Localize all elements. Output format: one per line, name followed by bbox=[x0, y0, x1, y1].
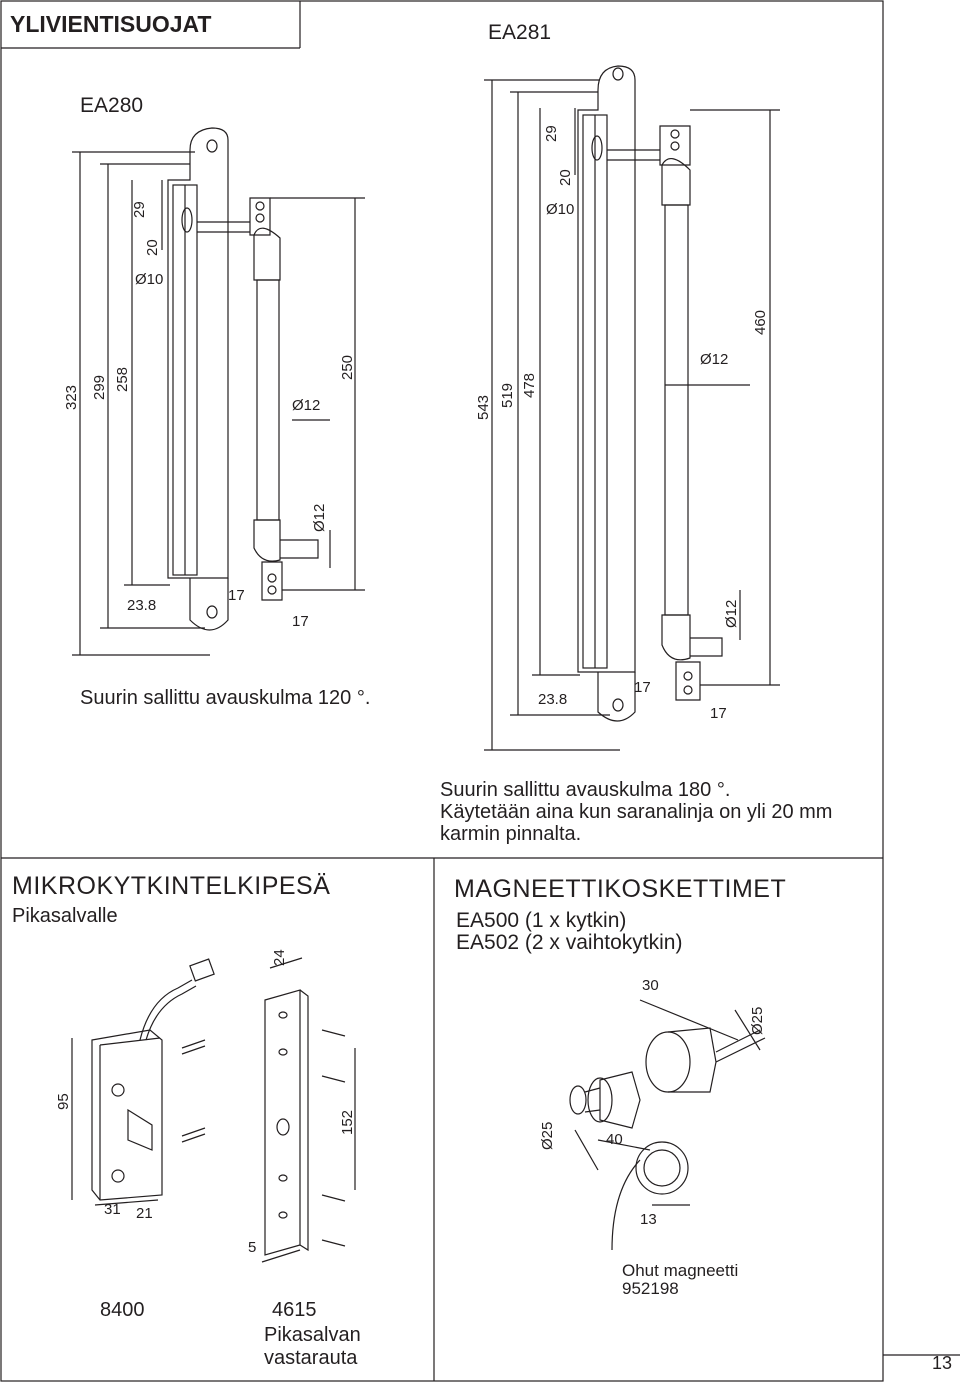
microswitch-subtitle: Pikasalvalle bbox=[12, 905, 118, 927]
ea280-dim-323: 323 bbox=[63, 384, 80, 410]
ea280-dim-258: 258 bbox=[114, 366, 131, 392]
ea281-dim-519: 519 bbox=[499, 382, 516, 408]
ea280-dim-d12-bottom: Ø12 bbox=[311, 503, 328, 532]
magnet-dim-13: 13 bbox=[640, 1211, 657, 1228]
ea281-dim-17-b: 17 bbox=[710, 705, 727, 722]
thin-magnet-label: Ohut magneetti bbox=[622, 1261, 739, 1280]
ea281-dim-23-8: 23.8 bbox=[538, 691, 568, 708]
page-title: YLIVIENTISUOJAT bbox=[10, 11, 212, 37]
magnet-title: MAGNEETTIKOSKETTIMET bbox=[454, 875, 787, 903]
ea281-dim-d10: Ø10 bbox=[546, 201, 575, 218]
magnet-dim-d25-b: Ø25 bbox=[539, 1121, 556, 1150]
magnet-ea502: EA502 (2 x vaihtokytkin) bbox=[456, 931, 683, 954]
ea280-model-label: EA280 bbox=[80, 94, 144, 117]
ea281-dim-17-a: 17 bbox=[634, 679, 651, 696]
ea281-note-line3: karmin pinnalta. bbox=[440, 823, 582, 845]
product-code-8400: 8400 bbox=[100, 1299, 145, 1321]
magnet-dim-30: 30 bbox=[642, 977, 659, 994]
micro-dim-31: 31 bbox=[104, 1201, 121, 1218]
ea280-dim-29: 29 bbox=[131, 201, 148, 218]
micro-dim-21: 21 bbox=[136, 1205, 153, 1222]
strike-dim-5: 5 bbox=[248, 1239, 257, 1256]
ea281-note-line2: Käytetään aina kun saranalinja on yli 20 mm bbox=[440, 801, 833, 823]
ea281-model-label: EA281 bbox=[488, 21, 552, 44]
ea280-note: Suurin sallittu avauskulma 120 °. bbox=[80, 687, 371, 709]
ea281-drawing bbox=[484, 66, 780, 750]
ea281-dim-29: 29 bbox=[543, 125, 560, 142]
ea281-dim-460: 460 bbox=[752, 309, 769, 335]
thin-magnet-code: 952198 bbox=[622, 1279, 679, 1298]
ea281-dim-478: 478 bbox=[521, 372, 538, 398]
strike-dim-24: 24 bbox=[271, 949, 288, 966]
product-4615-name-line1: Pikasalvan bbox=[264, 1324, 361, 1346]
microswitch-title: MIKROKYTKINTELKIPESÄ bbox=[12, 872, 331, 900]
micro-dim-95: 95 bbox=[55, 1093, 72, 1110]
ea281-dim-d12-bottom: Ø12 bbox=[723, 599, 740, 628]
ea280-dim-20: 20 bbox=[144, 239, 161, 256]
ea280-dim-17-b: 17 bbox=[292, 613, 309, 630]
ea280-dim-d10: Ø10 bbox=[135, 271, 164, 288]
ea281-dim-20: 20 bbox=[557, 169, 574, 186]
magnet-ea500: EA500 (1 x kytkin) bbox=[456, 909, 627, 932]
magnet-dim-40: 40 bbox=[606, 1131, 623, 1148]
ea281-note-line1: Suurin sallittu avauskulma 180 °. bbox=[440, 779, 731, 801]
page-number: 13 bbox=[931, 1353, 952, 1373]
magnet-contacts-drawing bbox=[570, 1000, 765, 1250]
ea281-dim-543: 543 bbox=[475, 394, 492, 420]
microswitch-box-drawing bbox=[72, 959, 214, 1205]
ea280-dim-d12-hose: Ø12 bbox=[292, 397, 321, 414]
strike-dim-152: 152 bbox=[339, 1109, 356, 1135]
ea280-dim-299: 299 bbox=[91, 374, 108, 400]
magnet-dim-d25-a: Ø25 bbox=[749, 1006, 766, 1035]
product-4615-name-line2: vastarauta bbox=[264, 1347, 358, 1369]
ea280-dim-250: 250 bbox=[339, 354, 356, 380]
ea281-dim-d12-hose: Ø12 bbox=[700, 351, 729, 368]
product-code-4615: 4615 bbox=[272, 1299, 317, 1321]
ea280-dim-23-8: 23.8 bbox=[127, 597, 157, 614]
ea280-dim-17-a: 17 bbox=[228, 587, 245, 604]
